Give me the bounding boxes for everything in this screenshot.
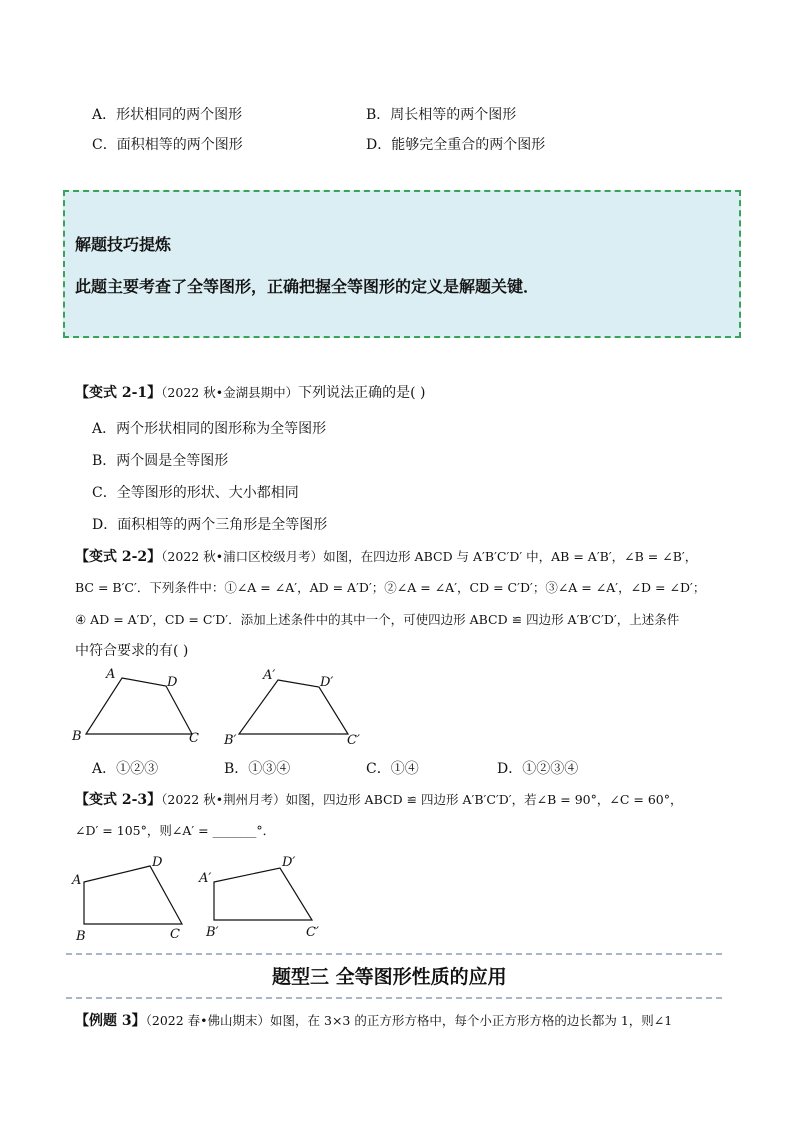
quad-abcd-2-shape: [84, 866, 182, 924]
variant-2-2-label: 【变式 2-2】: [75, 549, 162, 565]
label-a-prime-2: A′: [199, 871, 212, 886]
variant-2-2-line-2: BC = B′C′．下列条件中：①∠A = ∠A′，AD = A′D′；②∠A = ∠A′，CD = C′D′；③∠A = ∠A′，∠D = ∠D′；: [75, 580, 706, 595]
quadrilateral-a-prime: [223, 668, 360, 748]
variant-2-2-text-1: （2022 秋•浦口区校级月考）如图，在四边形 ABCD 与 A′B′C′D′ 中，AB = A′B′，∠B = ∠B′，: [161, 549, 698, 564]
label-c-prime: C′: [347, 733, 360, 748]
variant-2-2-figures: [66, 662, 386, 750]
quadrilateral-abcd-right-angle: [71, 855, 182, 944]
option-a: A．形状相同的两个图形: [92, 107, 243, 123]
option-d: D．能够完全重合的两个图形: [366, 137, 546, 153]
quadrilateral-aprime-right-angle: [198, 855, 319, 940]
variant-2-1-stem: 下列说法正确的是( ): [298, 385, 426, 401]
variant-2-1-header: [75, 382, 425, 402]
label-d: D: [167, 675, 178, 690]
example-3-label: 【例题 3】: [75, 1013, 146, 1029]
label-a: A: [106, 667, 116, 682]
section-divider-bottom: [66, 997, 722, 999]
tips-box: [63, 190, 741, 338]
label-c: C: [189, 731, 199, 746]
variant-2-2-option-c: C．①④: [366, 761, 419, 777]
label-d-prime-2: D′: [282, 855, 296, 870]
section-divider-top: [66, 953, 722, 955]
section-title: 题型三 全等图形性质的应用: [272, 966, 507, 988]
label-a-2: A: [72, 873, 82, 888]
example-3-text: （2022 春•佛山期末）如图，在 3×3 的正方形方格中，每个小正方形方格的边长都为 1，则∠1: [145, 1013, 673, 1028]
variant-2-2-line-3: ④ AD = A′D′，CD = C′D′．添加上述条件中的其中一个，可使四边形 ABCD ≌ 四边形 A′B′C′D′，上述条件: [75, 612, 680, 627]
variant-2-1-option-a: A．两个形状相同的图形称为全等图形: [92, 421, 327, 437]
label-b-prime: B′: [224, 733, 237, 748]
option-b: B．周长相等的两个图形: [366, 107, 517, 123]
variant-2-2-line-1: [75, 546, 697, 566]
label-b: B: [72, 729, 82, 744]
variant-2-1-source: （2022 秋•金湖县期中）: [161, 385, 299, 400]
example-3-line: [75, 1010, 672, 1030]
label-c-2: C: [170, 927, 180, 942]
variant-2-1-option-c: C．全等图形的形状、大小都相同: [92, 485, 299, 501]
variant-2-3-figures: [66, 850, 356, 946]
quad-aprime-2-shape: [214, 868, 312, 920]
variant-2-3-line-1: [75, 789, 682, 809]
label-b-2: B: [76, 929, 86, 944]
tips-title: 解题技巧提炼: [75, 235, 172, 254]
variant-2-3-label: 【变式 2-3】: [75, 792, 162, 808]
tips-body: 此题主要考查了全等图形，正确把握全等图形的定义是解题关键．: [75, 277, 540, 296]
variant-2-2-option-d: D．①②③④: [497, 761, 579, 777]
variant-2-2-option-a: A．①②③: [92, 761, 159, 777]
variant-2-2-option-b: B．①③④: [224, 761, 291, 777]
label-d-2: D: [152, 855, 163, 870]
label-d-prime: D′: [320, 675, 334, 690]
variant-2-2-line-4: 中符合要求的有( ): [75, 643, 189, 659]
variant-2-1-label: 【变式 2-1】: [75, 385, 162, 401]
label-c-prime-2: C′: [306, 925, 319, 940]
option-c: C．面积相等的两个图形: [92, 137, 243, 153]
quadrilateral-abcd: [71, 667, 199, 746]
variant-2-3-text-1: （2022 秋•荆州月考）如图，四边形 ABCD ≌ 四边形 A′B′C′D′，若∠B = 90°，∠C = 60°，: [161, 792, 683, 807]
variant-2-1-option-d: D．面积相等的两个三角形是全等图形: [92, 517, 328, 533]
label-a-prime: A′: [263, 668, 276, 683]
variant-2-1-option-b: B．两个圆是全等图形: [92, 453, 229, 469]
variant-2-3-line-2: ∠D′ = 105°，则∠A′ = _______°．: [75, 823, 276, 838]
label-b-prime-2: B′: [206, 925, 219, 940]
